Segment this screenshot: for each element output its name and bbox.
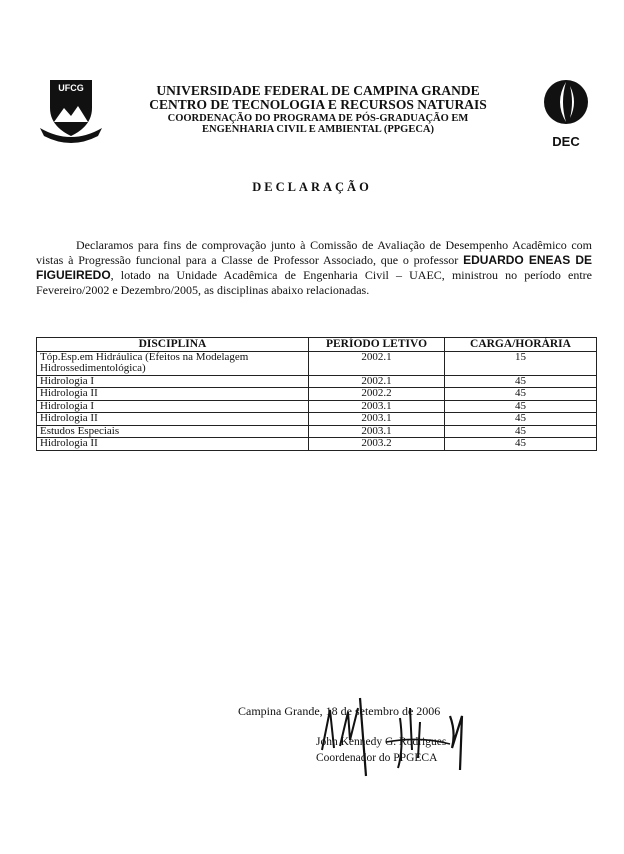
header-program: ENGENHARIA CIVIL E AMBIENTAL (PPGECA) [201, 124, 434, 135]
table-row [37, 413, 597, 426]
table-row [37, 351, 597, 375]
table-row [37, 425, 597, 438]
period-cell: 2003.1 [309, 425, 445, 438]
table-row [37, 388, 597, 401]
header-center: CENTRO DE TECNOLOGIA E RECURSOS NATURAIS [149, 97, 487, 112]
period-cell: 2002.1 [309, 375, 445, 388]
period-cell: 2003.2 [309, 438, 445, 451]
hours-cell: 15 [445, 351, 597, 375]
discipline-cell: Hidrologia II [37, 388, 309, 401]
header-university: UNIVERSIDADE FEDERAL DE CAMPINA GRANDE [156, 83, 480, 98]
header-period: PERÍODO LETIVO [309, 338, 445, 352]
hours-cell: 45 [445, 425, 597, 438]
declaration-body [36, 238, 592, 298]
table-row [37, 438, 597, 451]
professor-name: EDUARDO ENEAS DE FIGUEIREDO [36, 253, 592, 282]
hours-cell: 45 [445, 400, 597, 413]
period-cell: 2003.1 [309, 400, 445, 413]
period-cell: 2002.2 [309, 388, 445, 401]
discipline-cell: Hidrologia I [37, 375, 309, 388]
table-row [37, 375, 597, 388]
dec-logo [540, 78, 592, 150]
body-text-end: , lotado na Unidade Acadêmica de Engenharia Civil – UAEC, ministrou no período entre Fevereiro/2002 e Dezembro/2005, as disciplinas abaixo relacionadas. [36, 268, 592, 297]
svg-text:UFCG: UFCG [58, 83, 84, 93]
discipline-cell: Estudos Especiais [37, 425, 309, 438]
discipline-cell: Tóp.Esp.em Hidráulica (Efeitos na Modelagem Hidrossedimentológica) [37, 351, 309, 375]
hours-cell: 45 [445, 438, 597, 451]
handwritten-signature [300, 688, 490, 778]
hours-cell: 45 [445, 413, 597, 426]
header-discipline: DISCIPLINA [37, 338, 309, 352]
header-coordination: COORDENAÇÃO DO PROGRAMA DE PÓS-GRADUAÇÃO EM [167, 113, 469, 124]
disciplines-table [36, 337, 597, 451]
table-header-row [37, 338, 597, 352]
hours-cell: 45 [445, 388, 597, 401]
header-hours: CARGA/HORÁRIA [445, 338, 597, 352]
discipline-cell: Hidrologia II [37, 438, 309, 451]
body-text-start: Declaramos para fins de comprovação junto à Comissão de Avaliação de Desempenho Acadêmico com vistas à Progressão funcional para a Classe de Professor Associado, que o professor [36, 238, 592, 267]
discipline-cell: Hidrologia II [37, 413, 309, 426]
table-row [37, 400, 597, 413]
hours-cell: 45 [445, 375, 597, 388]
svg-text:DEC: DEC [552, 134, 580, 149]
ufcg-logo [38, 78, 104, 144]
period-cell: 2002.1 [309, 351, 445, 375]
signature-date-line: Campina Grande, 18 de setembro de 2006 [238, 704, 441, 718]
document-title: DECLARAÇÃO [252, 180, 372, 194]
discipline-cell: Hidrologia I [37, 400, 309, 413]
period-cell: 2003.1 [309, 413, 445, 426]
signatory-role: Coordenador do PPGECA [316, 752, 438, 764]
signatory-name: John Kennedy G. Rodrigues [316, 736, 447, 748]
